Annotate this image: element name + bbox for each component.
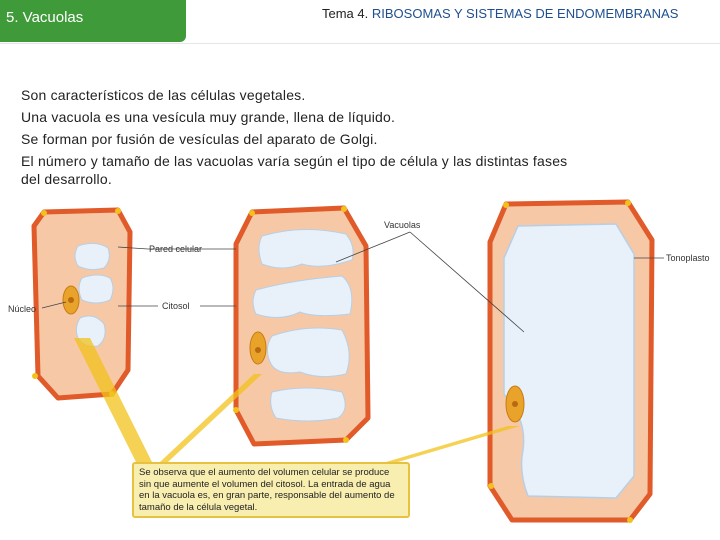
tema-title: RIBOSOMAS Y SISTEMAS DE ENDOMEMBRANAS <box>371 6 679 21</box>
paragraph-2: Una vacuola es una vesícula muy grande, llena de líquido. <box>21 109 396 125</box>
section-tab <box>0 0 186 42</box>
cell-small <box>32 208 130 398</box>
section-title: 5. Vacuolas <box>6 9 84 26</box>
paragraph-4: El número y tamaño de las vacuolas varía según el tipo de célula y las distintas fases del desarrollo. <box>21 153 568 187</box>
label-pared: Pared celular <box>149 244 203 254</box>
label-tonoplasto: Tonoplasto <box>666 253 710 263</box>
cell-large <box>488 200 652 523</box>
paragraph-3: Se forman por fusión de vesículas del aparato de Golgi. <box>21 131 378 147</box>
header-divider <box>0 43 720 44</box>
caption-text: Se observa que el aumento del volumen celular se produce sin que aumente el volumen del citosol. La entrada de agua en la vacuola es, en gran parte, responsable del aumento de tamaño de la célula vegetal. <box>139 467 395 513</box>
label-citosol: Citosol <box>162 301 190 311</box>
tema-label: Tema 4. <box>322 6 369 21</box>
page-header <box>322 6 678 21</box>
label-vacuolas: Vacuolas <box>384 220 421 230</box>
body-text <box>21 86 581 192</box>
paragraph-1: Son característicos de las células vegetales. <box>21 87 306 103</box>
figure-caption <box>132 462 410 518</box>
central-vacuole <box>504 224 634 498</box>
label-nucleo: Núcleo <box>8 304 37 314</box>
cell-medium <box>233 206 368 444</box>
